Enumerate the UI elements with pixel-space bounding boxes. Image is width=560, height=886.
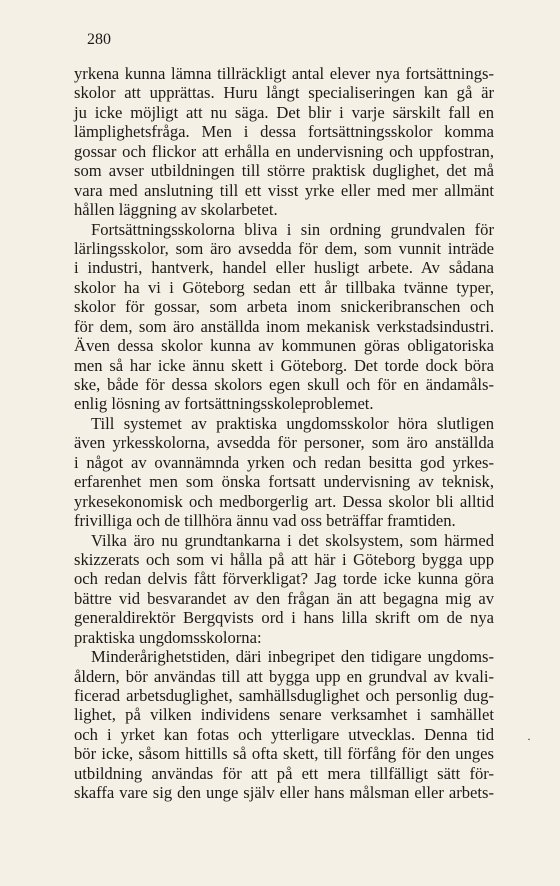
text-line: lärlingsskolor, som äro avsedda för dem, som vunnit inträde	[74, 238, 494, 258]
text-line: för dem, som äro anställda inom mekanisk verkstadsindustri.	[74, 316, 494, 336]
text-line: åldern, bör användas till att bygga upp en grundval av kvali-	[74, 666, 494, 686]
text-line: skolor ha vi i Göteborg sedan ett år tillbaka tvänne typer,	[74, 277, 494, 297]
margin-mark: ·	[527, 732, 531, 746]
text-line: men så har icke ännu skett i Göteborg. Det torde dock böra	[74, 355, 494, 375]
text-line: erfarenhet men som önska fortsatt undervisning av teknisk,	[74, 472, 494, 492]
text-line: och i yrket kan fotas och ytterligare utvecklas. Denna tid	[74, 724, 494, 744]
text-line: Vilka äro nu grundtankarna i det skolsystem, som härmed	[91, 530, 494, 550]
text-line: och redan delvis fått förverkligat? Jag torde icke kunna göra	[74, 569, 494, 589]
text-line: Minderårighetstiden, däri inbegripet den tidigare ungdoms-	[91, 647, 494, 667]
text-line: enlig lösning av fortsättningsskoleproblemet.	[74, 394, 374, 414]
text-line: i industri, hantverk, handel eller husligt arbete. Av sådana	[74, 258, 494, 278]
text-line: lämplighetsfråga. Men i dessa fortsättningsskolor komma	[74, 122, 494, 142]
text-line: gossar och flickor att erhålla en undervisning och uppfostran,	[74, 141, 494, 161]
text-line: yrkena kunna lämna tillräckligt antal elever nya fortsättnings-	[74, 64, 494, 83]
text-line: skizzerats och som vi hålla på att här i Göteborg bygga upp	[74, 549, 494, 569]
text-line: som avser utbildningen till större praktisk duglighet, det må	[74, 161, 494, 181]
body-text	[74, 64, 494, 803]
text-line: Även dessa skolor kunna av kommunen göras obligatoriska	[74, 336, 494, 356]
text-line: ske, både för dessa skolors egen skull och för en ändamåls-	[74, 375, 494, 394]
text-line: praktiska ungdomsskolorna:	[74, 627, 262, 647]
text-line: skolor för gossar, som arbeta inom snickeribranschen och	[74, 297, 494, 317]
text-line: lighet, på vilken individens senare verksamhet i samhället	[74, 705, 494, 725]
text-line: bör icke, såsom hittills så ofta skett, till förfång för den unges	[74, 744, 494, 764]
text-line: skolor att upprättas. Huru långt specialiseringen kan gå är	[74, 83, 494, 103]
text-line: vara med anslutning till ett visst yrke eller med mer allmänt	[74, 180, 494, 200]
text-line: i något av ovannämnda yrken och redan besitta god yrkes-	[74, 452, 494, 472]
text-line: yrkesekonomisk och medborgerlig art. Dessa skolor bli alltid	[74, 491, 494, 511]
text-line: bättre vid besvarandet av den frågan än att begagna mig av	[74, 588, 494, 608]
text-line: utbildning användas för att på ett mera tillfälligt sätt för-	[74, 763, 494, 783]
text-line: generaldirektör Bergqvists ord i hans lilla skrift om de nya	[74, 608, 494, 628]
text-line: ju icke möjligt att nu säga. Det blir i varje särskilt fall en	[74, 102, 494, 122]
text-line: Fortsättningsskolorna bliva i sin ordning grundvalen för	[91, 219, 494, 239]
text-line: Till systemet av praktiska ungdomsskolor höra slutligen	[91, 413, 494, 433]
text-line: skaffa vare sig den unge själv eller hans målsman eller arbets-	[74, 783, 494, 803]
text-line: frivilliga och de tillhöra ännu vad oss beträffar framtiden.	[74, 511, 456, 531]
text-line: ficerad arbetsduglighet, samhällsduglighet och personlig dug-	[74, 686, 494, 705]
page-number: 280	[87, 31, 111, 48]
text-line: även yrkesskolorna, avsedda för personer, som äro anställda	[74, 433, 494, 453]
text-line: hållen läggning av skolarbetet.	[74, 200, 278, 220]
